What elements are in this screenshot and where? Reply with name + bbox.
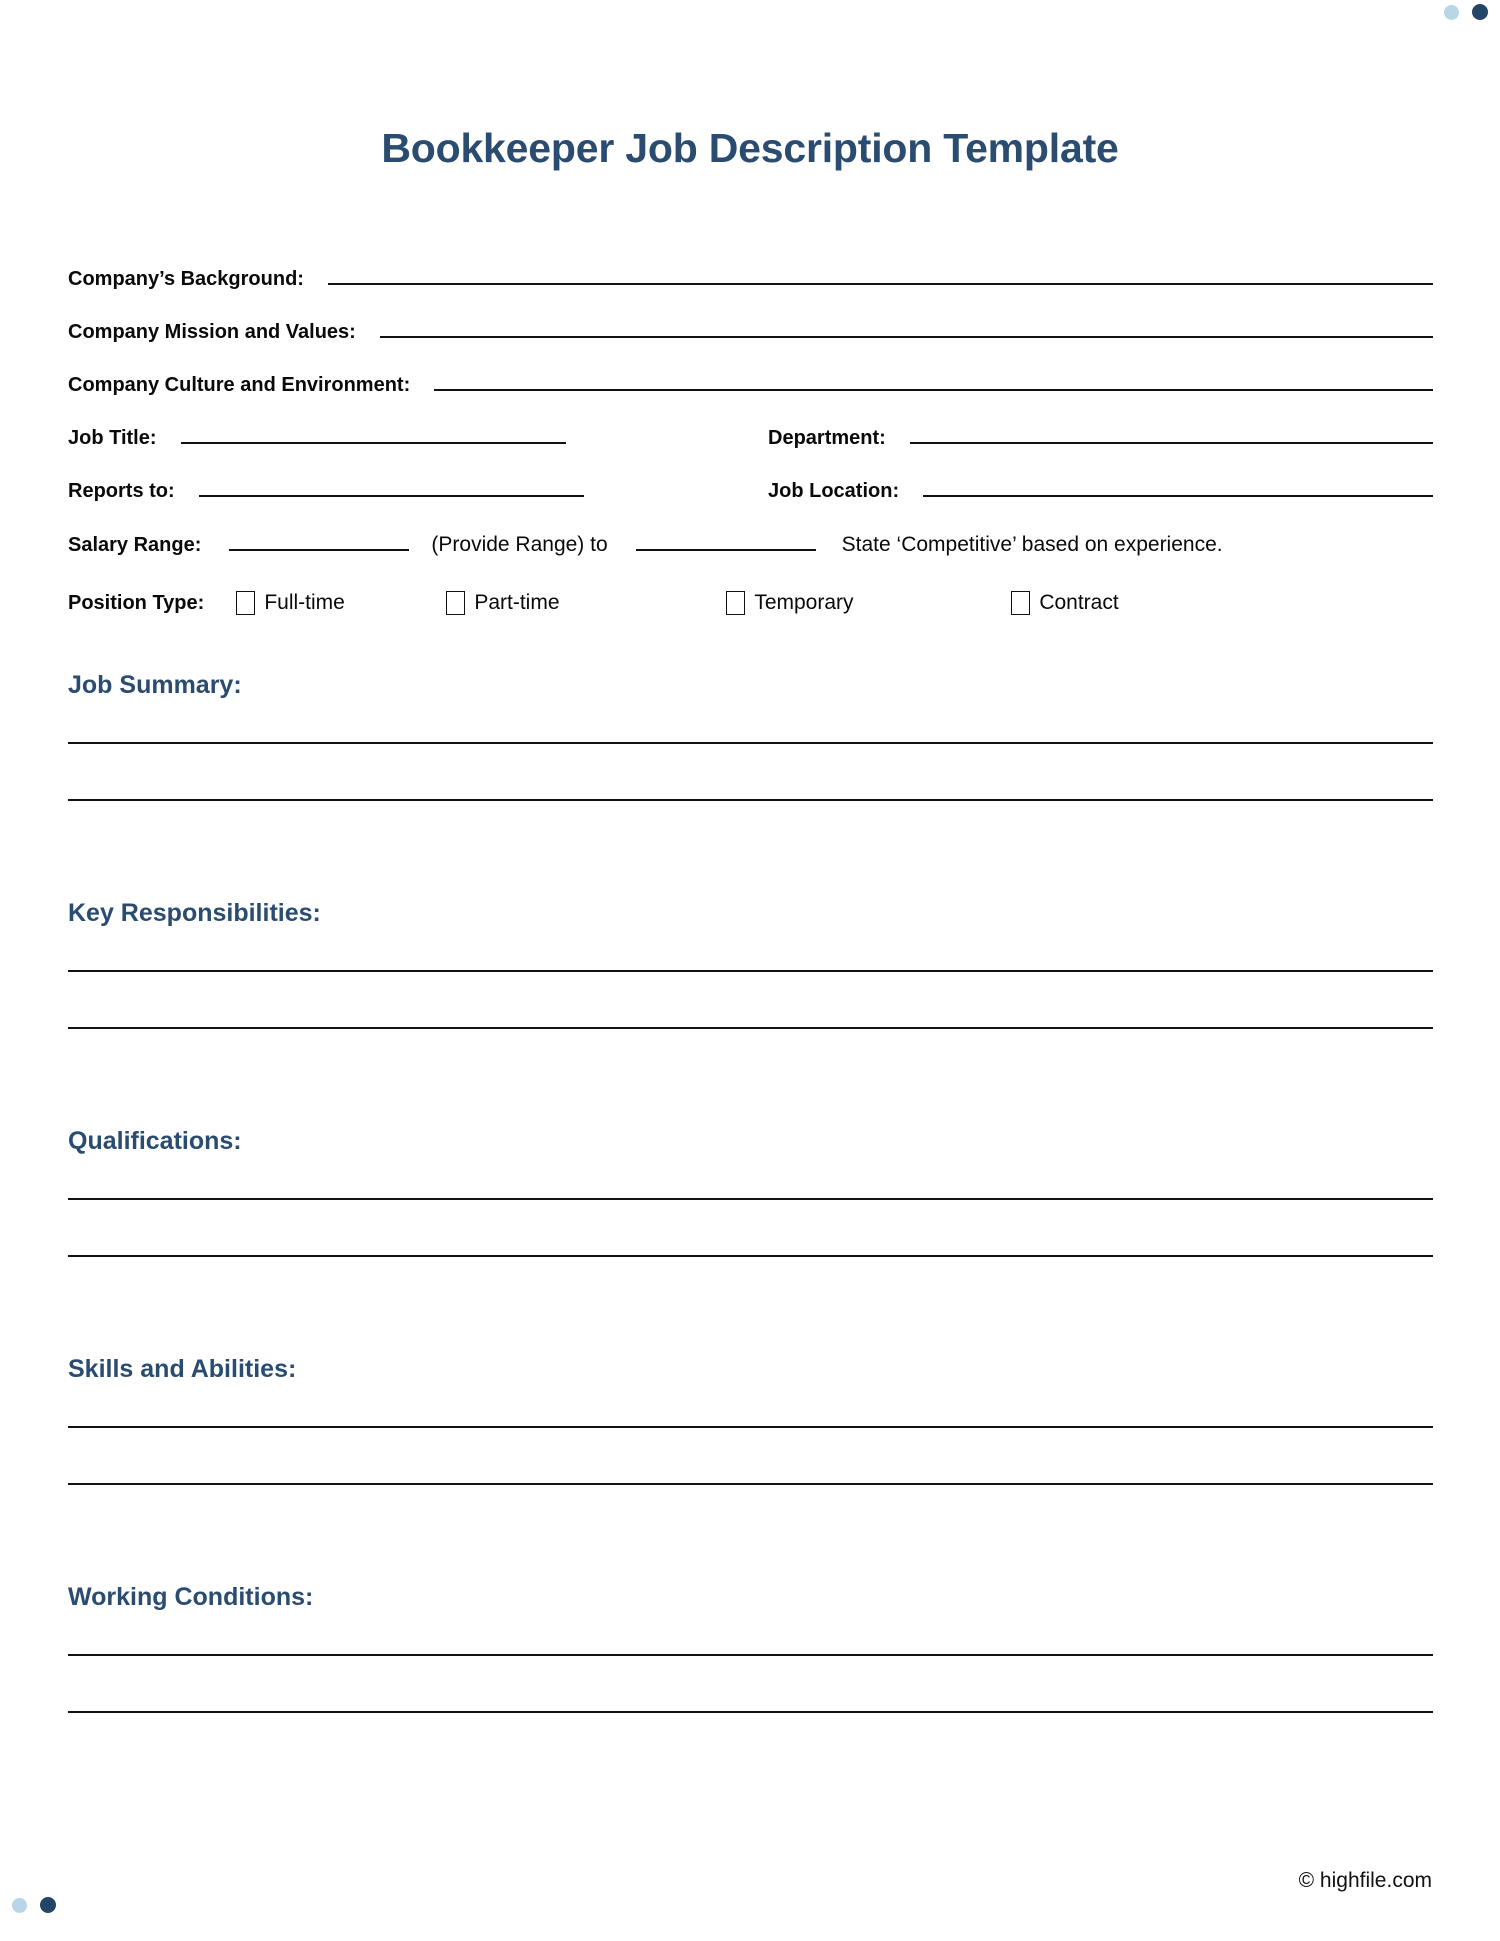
input-line-salary-max[interactable] [636,534,816,551]
checkbox-icon[interactable] [446,591,465,615]
section-skills-and-abilities [68,1357,1433,1485]
input-line-salary-min[interactable] [229,534,409,551]
section-working-conditions [68,1585,1433,1713]
checkbox-option-temporary[interactable] [726,591,1011,615]
field-department [768,427,1433,450]
input-line-company-culture[interactable] [434,374,1433,391]
section-qualifications [68,1129,1433,1257]
input-line[interactable] [68,799,1433,801]
field-label-reports-to: Reports to: [68,480,175,502]
checkbox-label: Part-time [474,591,560,614]
input-line-company-background[interactable] [328,268,1433,285]
salary-range-connector: (Provide Range) to [431,533,608,556]
form-body [68,268,1433,1713]
checkbox-icon[interactable] [726,591,745,615]
salary-range-note: State ‘Competitive’ based on experience. [841,533,1223,556]
decorative-dot-light [1444,5,1459,20]
section-title-working-conditions: Working Conditions: [68,1583,314,1611]
input-line-job-location[interactable] [923,480,1433,497]
field-company-mission [68,321,1433,344]
field-label-company-culture: Company Culture and Environment: [68,374,411,396]
checkbox-icon[interactable] [236,591,255,615]
input-line-company-mission[interactable] [380,321,1433,338]
section-title-job-summary: Job Summary: [68,671,242,699]
field-company-background [68,268,1433,291]
input-line[interactable] [68,1198,1433,1200]
section-job-summary [68,673,1433,801]
section-lines-key-responsibilities [68,970,1433,1029]
input-line[interactable] [68,1483,1433,1485]
input-line-job-title[interactable] [181,427,566,444]
checkbox-option-contract[interactable] [1011,591,1118,615]
decorative-dot-dark [1472,4,1488,20]
field-job-title [68,427,768,450]
field-label-salary-range: Salary Range: [68,534,202,556]
footer-copyright: © highfile.com [1298,1869,1432,1892]
field-label-company-background: Company’s Background: [68,268,304,290]
decorative-dots-top-right [1444,4,1488,20]
field-job-location [768,480,1433,503]
input-line[interactable] [68,1654,1433,1656]
input-line[interactable] [68,1027,1433,1029]
checkbox-label: Temporary [754,591,854,614]
field-position-type [68,591,1433,615]
field-salary-range [68,533,1433,557]
checkbox-label: Full-time [264,591,345,614]
field-row-reports-to-job-location [68,480,1433,503]
input-line[interactable] [68,1711,1433,1713]
checkbox-option-full-time[interactable] [236,591,446,615]
field-label-department: Department: [768,427,886,449]
section-key-responsibilities [68,901,1433,1029]
field-label-job-location: Job Location: [768,480,900,502]
position-type-options [236,591,1118,615]
field-reports-to [68,480,768,503]
field-label-company-mission: Company Mission and Values: [68,321,356,343]
field-row-job-title-department [68,427,1433,450]
decorative-dots-bottom-left [12,1897,56,1913]
section-title-key-responsibilities: Key Responsibilities: [68,899,321,927]
section-lines-working-conditions [68,1654,1433,1713]
section-lines-job-summary [68,742,1433,801]
page-title: Bookkeeper Job Description Template [381,125,1119,171]
input-line[interactable] [68,1426,1433,1428]
section-lines-qualifications [68,1198,1433,1257]
section-title-skills-and-abilities: Skills and Abilities: [68,1355,297,1383]
input-line[interactable] [68,742,1433,744]
field-company-culture [68,374,1433,397]
section-lines-skills-and-abilities [68,1426,1433,1485]
input-line[interactable] [68,970,1433,972]
field-label-position-type: Position Type: [68,591,205,614]
decorative-dot-dark [40,1897,56,1913]
input-line-reports-to[interactable] [199,480,584,497]
checkbox-option-part-time[interactable] [446,591,726,615]
decorative-dot-light [12,1898,27,1913]
section-title-qualifications: Qualifications: [68,1127,242,1155]
checkbox-label: Contract [1039,591,1119,614]
checkbox-icon[interactable] [1011,591,1030,615]
input-line[interactable] [68,1255,1433,1257]
input-line-department[interactable] [910,427,1433,444]
field-label-job-title: Job Title: [68,427,157,449]
